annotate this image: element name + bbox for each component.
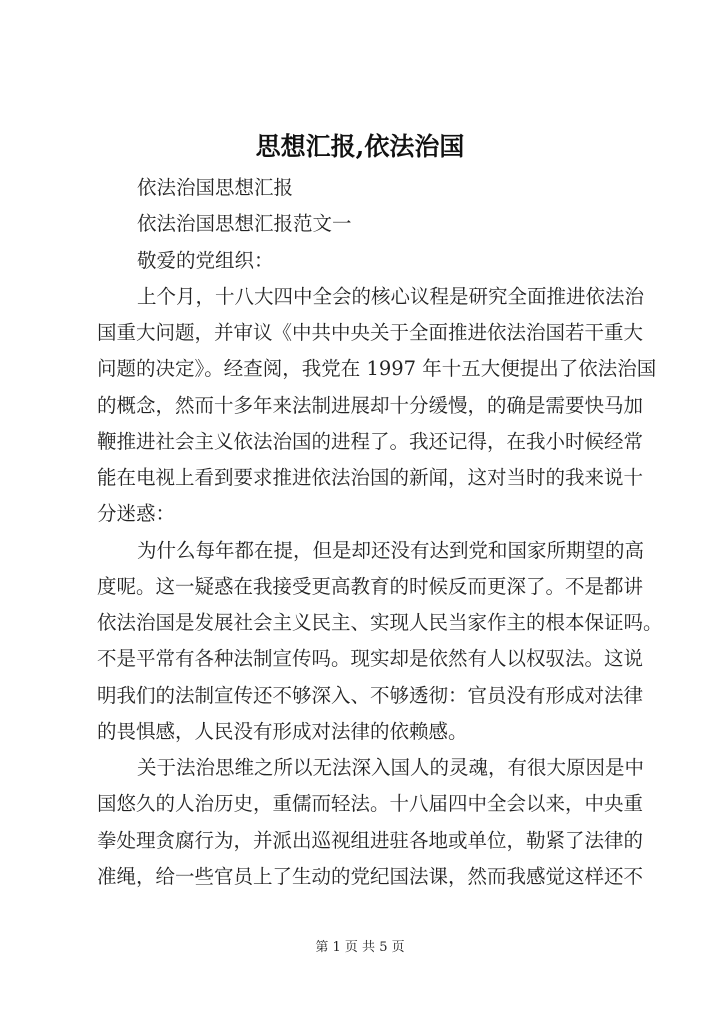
text-line: 分迷惑： — [97, 502, 176, 526]
text-line: 依法治国思想汇报范文一 — [137, 212, 352, 236]
text-line: 能在电视上看到要求推进依法治国的新闻，这对当时的我来说十 — [97, 466, 644, 489]
text-line: 的畏惧感，人民没有形成对法律的依赖感。 — [97, 719, 468, 743]
text-line: 拳处理贪腐行为，并派出巡视组进驻各地或单位，勒紧了法律的 — [97, 828, 644, 852]
text-line: 依法治国思想汇报 — [137, 176, 294, 199]
text-line: 为什么每年都在提，但是却还没有达到党和国家所期望的高 — [137, 538, 645, 562]
text-line: 国重大问题，并审议《中共中央关于全面推进依法治国若干重大 — [97, 321, 644, 344]
text-line: 关于法治思维之所以无法深入国人的灵魂，有很大原因是中 — [137, 756, 645, 779]
page-footer: 第 1 页 共 5 页 — [315, 940, 405, 955]
text-line: 鞭推进社会主义依法治国的进程了。我还记得，在我小时候经常 — [97, 429, 644, 453]
text-line: 敬爱的党组织： — [137, 248, 274, 272]
text-line: 不是平常有各种法制宣传吗。现实却是依然有人以权驭法。这说 — [97, 647, 644, 671]
text-line: 问题的决定》。经查阅，我党在 1997 年十五大便提出了依法治国 — [97, 357, 657, 381]
text-line: 依法治国是发展社会主义民主、实现人民当家作主的根本保证吗。 — [97, 611, 663, 634]
document-body — [97, 170, 663, 895]
text-line: 上个月，十八大四中全会的核心议程是研究全面推进依法治 — [137, 284, 645, 308]
text-line: 国悠久的人治历史，重儒而轻法。十八届四中全会以来，中央重 — [97, 792, 644, 816]
text-line: 的概念，然而十多年来法制进展却十分缓慢，的确是需要快马加 — [97, 393, 644, 417]
document-title: 思想汇报,依法治国 — [255, 132, 465, 161]
text-line: 明我们的法制宣传还不够深入、不够透彻：官员没有形成对法律 — [97, 683, 644, 707]
text-line: 度呢。这一疑惑在我接受更高教育的时候反而更深了。不是都讲 — [97, 574, 644, 598]
text-line: 准绳，给一些官员上了生动的党纪国法课，然而我感觉这样还不 — [97, 864, 644, 888]
